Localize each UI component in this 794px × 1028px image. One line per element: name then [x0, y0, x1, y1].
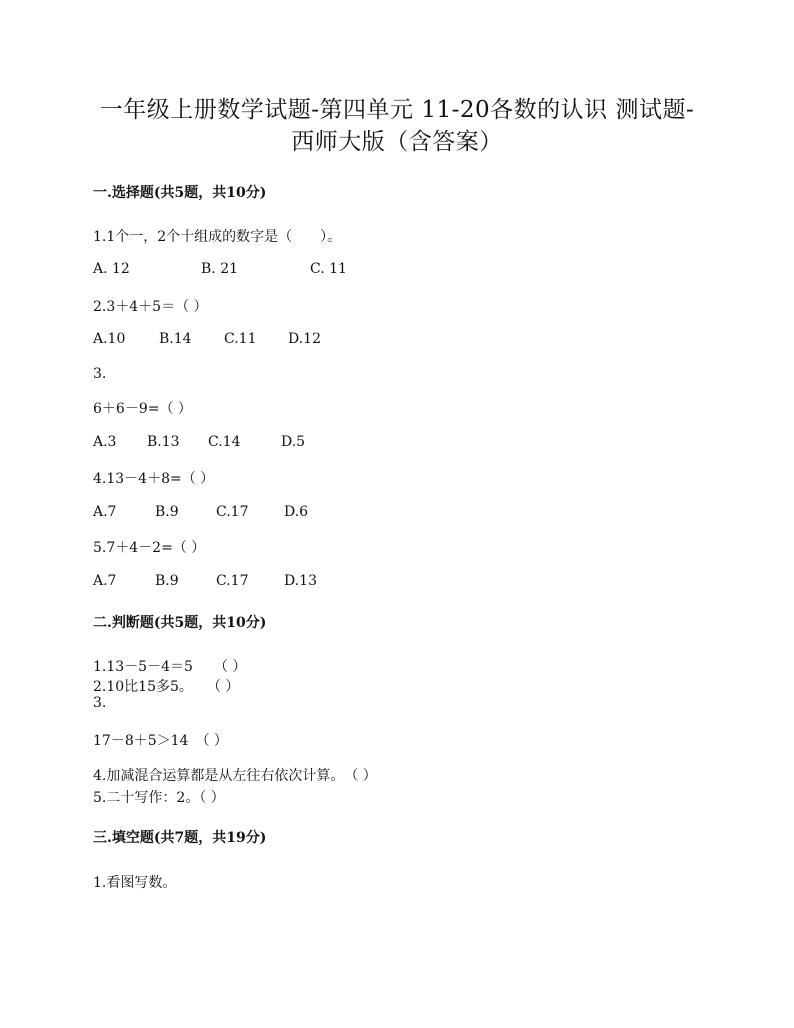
- judgment-item-3: 17－8＋5＞14 （ ）: [93, 733, 228, 749]
- question-2-stem: 2.3＋4＋5＝（ ）: [93, 299, 208, 315]
- option: A. 12: [93, 261, 130, 277]
- judgment-item-5: 5.二十写作：2。（ ）: [93, 790, 225, 806]
- option: D.6: [284, 504, 309, 520]
- judgment-item-3-number: 3.: [93, 695, 107, 711]
- question-4-stem: 4.13－4＋8=（ ）: [93, 471, 215, 487]
- judgment-item-1: 1.13－5－4＝5 （ ）: [93, 659, 247, 675]
- judgment-item-2: 2.10比15多5。 （ ）: [93, 679, 240, 695]
- fill-in-question-1: 1.看图写数。: [93, 875, 177, 891]
- option: C.11: [224, 331, 257, 347]
- section-heading-choice: 一.选择题(共5题，共10分): [93, 185, 267, 201]
- question-3-number: 3.: [93, 366, 107, 382]
- option: B.9: [155, 504, 179, 520]
- option: A.7: [93, 504, 117, 520]
- section-heading-fill-in: 三.填空题(共7题，共19分): [93, 830, 267, 846]
- option: C.14: [208, 434, 241, 450]
- question-5-stem: 5.7＋4－2=（ ）: [93, 540, 206, 556]
- option: D.13: [284, 573, 317, 589]
- option: C.17: [216, 573, 249, 589]
- option: A.7: [93, 573, 117, 589]
- question-3-stem: 6＋6－9=（ ）: [93, 401, 192, 417]
- option: C.17: [216, 504, 249, 520]
- option: B.9: [155, 573, 179, 589]
- option: A.3: [93, 434, 117, 450]
- option: B.13: [147, 434, 180, 450]
- question-1-stem: 1.1个一，2个十组成的数字是（ ）。: [93, 229, 342, 245]
- page-title-line-2: 西师大版（含答案）: [291, 129, 503, 155]
- judgment-item-4: 4.加减混合运算都是从左往右依次计算。 （ ）: [93, 768, 377, 784]
- option: B. 21: [201, 261, 239, 277]
- option: B.14: [159, 331, 192, 347]
- page-title-line-1: 一年级上册数学试题-第四单元 11-20各数的认识 测试题-: [99, 97, 695, 123]
- section-heading-judgment: 二.判断题(共5题，共10分): [93, 615, 267, 631]
- option: D.12: [288, 331, 321, 347]
- option: C. 11: [310, 261, 347, 277]
- option: A.10: [93, 331, 126, 347]
- option: D.5: [281, 434, 306, 450]
